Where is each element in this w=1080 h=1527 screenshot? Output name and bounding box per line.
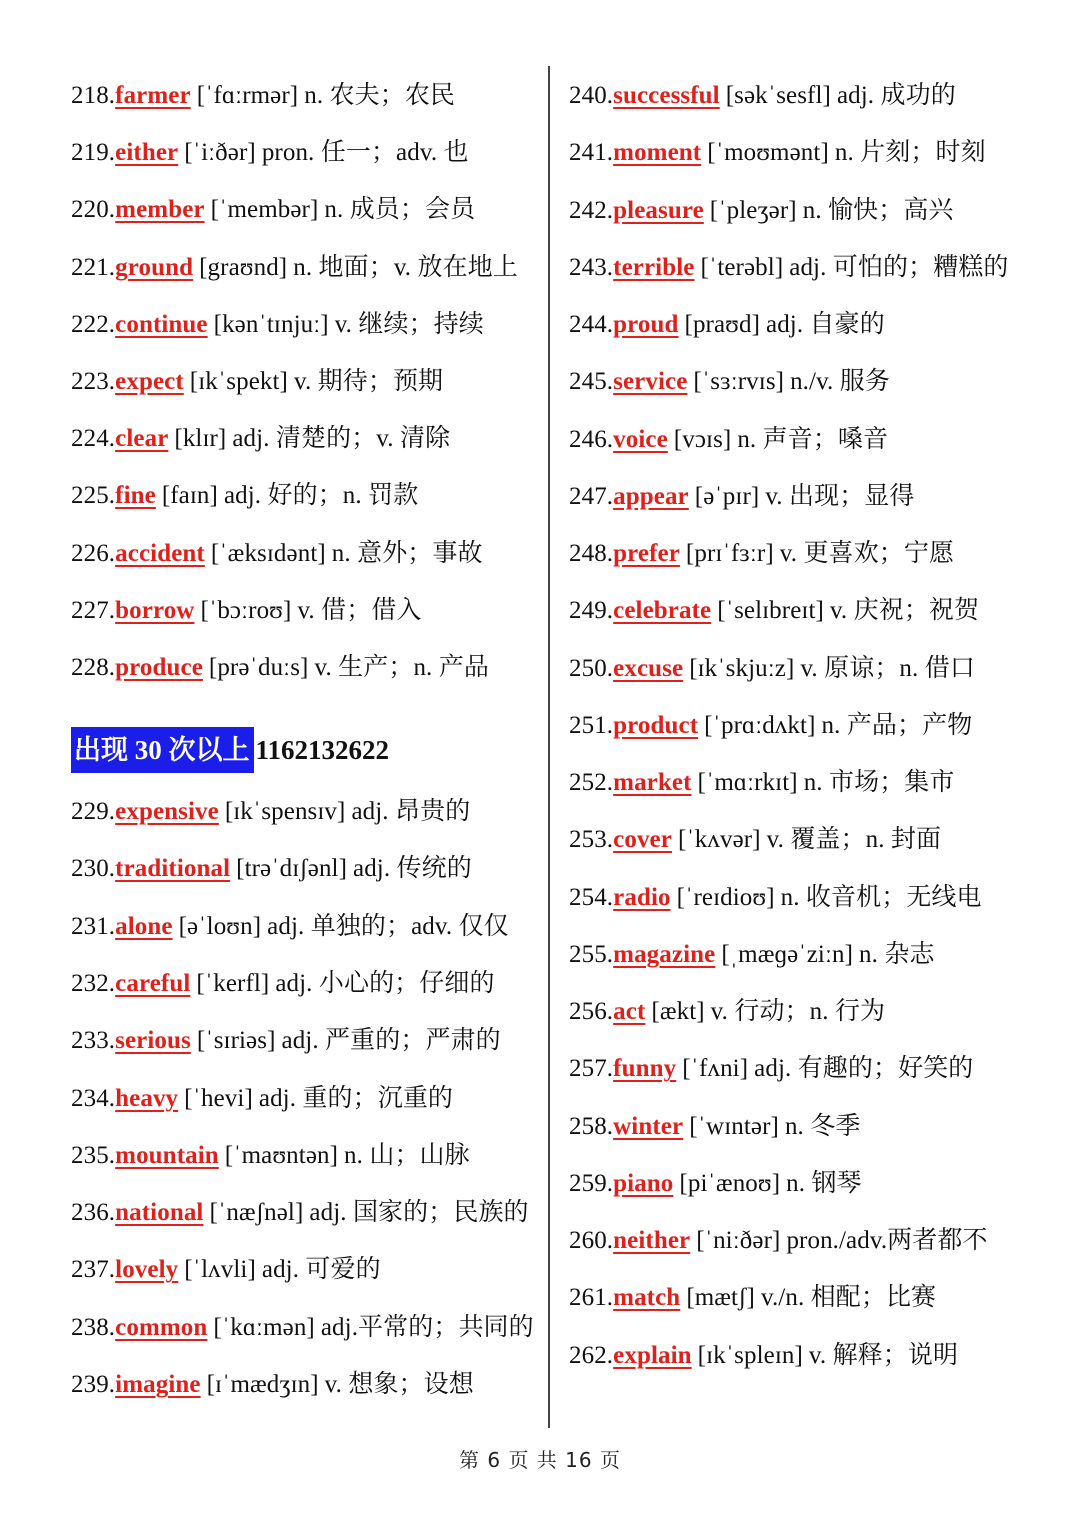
- entry-word: neither: [613, 1227, 691, 1254]
- entry-word: celebrate: [613, 597, 712, 625]
- entry-phonetic: [ˈniːðər]: [696, 1227, 781, 1254]
- entry-phonetic: [ˈwɪntər]: [689, 1112, 779, 1140]
- vocab-entry: [71, 137, 469, 169]
- entry-phonetic: [ɪˈmædʒɪn]: [206, 1371, 319, 1398]
- vocab-entry: [71, 309, 484, 341]
- entry-definition: n. 地面；v. 放在地上: [293, 253, 518, 281]
- entry-number: 250.: [569, 654, 614, 682]
- entry-word: market: [613, 769, 692, 796]
- entry-definition: v. 借；借入: [297, 596, 422, 624]
- entry-phonetic: [ˈfɑːrmər]: [196, 82, 299, 109]
- entry-phonetic: [ˈnæʃnəl]: [209, 1199, 304, 1227]
- vocab-entry: [569, 824, 941, 856]
- entry-number: 254.: [569, 883, 614, 911]
- entry-definition: v./n. 相配；比赛: [760, 1284, 937, 1312]
- entry-word: moment: [613, 139, 702, 167]
- entry-phonetic: [ˈmoʊmənt]: [707, 139, 829, 167]
- entry-definition: adj. 重的；沉重的: [258, 1084, 454, 1112]
- vocab-entry: [569, 252, 1009, 284]
- entry-word: either: [115, 139, 179, 167]
- entry-definition: adj. 可爱的: [261, 1256, 381, 1284]
- entry-phonetic: [vɔɪs]: [673, 425, 732, 453]
- entry-phonetic: [prəˈduːs]: [208, 654, 309, 681]
- entry-number: 227.: [71, 596, 116, 624]
- entry-number: 261.: [569, 1284, 614, 1312]
- vocab-entry: [569, 1111, 860, 1143]
- vocab-entry: [71, 1025, 501, 1057]
- entry-phonetic: [ˈhevi]: [184, 1084, 253, 1112]
- entry-definition: v. 期待；预期: [293, 368, 444, 395]
- entry-phonetic: [mætʃ]: [686, 1284, 755, 1312]
- vocab-entry: [71, 194, 475, 226]
- entry-number: 223.: [71, 368, 116, 395]
- entry-word: explain: [613, 1341, 692, 1369]
- entry-phonetic: [ˈfʌni]: [682, 1055, 749, 1083]
- entry-number: 220.: [71, 196, 116, 224]
- entry-number: 262.: [569, 1341, 614, 1369]
- page-footer: 第 6 页 共 16 页: [459, 1448, 621, 1472]
- vocab-entry: [569, 1225, 988, 1257]
- entry-number: 247.: [569, 482, 614, 510]
- section-code: 1162132622: [255, 735, 390, 765]
- entry-word: service: [613, 368, 688, 396]
- entry-definition: adj. 成功的: [836, 82, 956, 109]
- entry-word: piano: [613, 1169, 674, 1197]
- entry-number: 244.: [569, 311, 614, 338]
- entry-phonetic: [ˈterəbl]: [700, 253, 784, 281]
- entry-phonetic: [ˈsɪriəs]: [196, 1027, 276, 1055]
- entry-word: successful: [613, 82, 720, 109]
- entry-definition: n. 钢琴: [786, 1169, 862, 1197]
- entry-word: common: [115, 1313, 208, 1341]
- entry-word: magazine: [613, 940, 716, 968]
- vocab-entry: [569, 1168, 862, 1200]
- vocab-entry: [71, 1254, 381, 1286]
- entry-word: national: [115, 1199, 204, 1227]
- entry-word: imagine: [115, 1371, 201, 1398]
- vocab-entry: [569, 710, 972, 742]
- entry-definition: v. 原谅；n. 借口: [800, 654, 975, 682]
- entry-phonetic: [ˈmɑːrkɪt]: [697, 769, 798, 796]
- entry-word: expect: [115, 368, 184, 395]
- section-header: [71, 727, 389, 773]
- entry-word: produce: [115, 654, 203, 681]
- vocab-entry: [71, 911, 509, 943]
- entry-phonetic: [ˈbɔːroʊ]: [200, 596, 292, 624]
- entry-number: 259.: [569, 1169, 614, 1197]
- entry-word: winter: [613, 1112, 684, 1140]
- entry-phonetic: [ˈsɜːrvɪs]: [693, 368, 785, 396]
- vocab-entry: [569, 1340, 958, 1372]
- entry-word: alone: [115, 912, 173, 940]
- entry-definition: adj. 严重的；严肃的: [281, 1027, 501, 1055]
- entry-phonetic: [ˈselɪbreɪt]: [717, 597, 824, 625]
- vocab-entry: [569, 1053, 973, 1085]
- entry-definition: v. 生产；n. 产品: [314, 654, 489, 681]
- vocab-entry: [569, 366, 890, 398]
- entry-phonetic: [ɪkˈspekt]: [189, 368, 288, 395]
- entry-number: 226.: [71, 539, 116, 567]
- entry-definition: adj.平常的；共同的: [320, 1313, 534, 1341]
- entry-word: pleasure: [613, 196, 704, 224]
- entry-definition: pron. 任一；adv. 也: [261, 139, 469, 167]
- entry-number: 229.: [71, 798, 116, 825]
- entry-word: serious: [115, 1027, 191, 1055]
- vocab-entry: [569, 481, 915, 513]
- entry-definition: v. 覆盖；n. 封面: [766, 826, 942, 854]
- entry-definition: adj. 有趣的；好笑的: [754, 1055, 974, 1083]
- entry-definition: n. 声音；嗓音: [737, 425, 889, 453]
- entry-number: 236.: [71, 1199, 116, 1227]
- entry-definition: n. 市场；集市: [803, 769, 955, 796]
- entry-phonetic: [klɪr]: [174, 425, 227, 453]
- entry-word: proud: [613, 311, 679, 338]
- column-divider: [548, 66, 550, 1428]
- entry-word: voice: [613, 425, 668, 453]
- entry-word: appear: [613, 482, 689, 510]
- entry-definition: adj. 传统的: [353, 855, 472, 883]
- entry-definition: v. 出现；显得: [765, 482, 915, 510]
- entry-word: cover: [613, 826, 672, 854]
- entry-word: accident: [115, 539, 205, 567]
- entry-number: 246.: [569, 425, 614, 453]
- entry-word: radio: [613, 883, 671, 911]
- entry-definition: n. 产品；产物: [821, 711, 973, 739]
- entry-definition: n. 收音机；无线电: [780, 883, 982, 911]
- vocab-entry: [71, 652, 489, 684]
- entry-number: 221.: [71, 253, 116, 281]
- entry-phonetic: [səkˈsesfl]: [725, 82, 831, 109]
- entry-word: terrible: [613, 253, 695, 281]
- entry-phonetic: [ˈkʌvər]: [677, 826, 761, 854]
- entry-word: heavy: [115, 1084, 179, 1112]
- entry-number: 219.: [71, 139, 116, 167]
- entry-definition: n. 农夫；农民: [304, 82, 456, 109]
- entry-definition: n. 愉快；高兴: [802, 196, 954, 224]
- entry-definition: n. 冬季: [784, 1112, 861, 1140]
- entry-number: 255.: [569, 940, 614, 968]
- vocab-entry: [569, 767, 955, 799]
- entry-phonetic: [kənˈtɪnjuː]: [213, 310, 329, 338]
- vocab-entry: [569, 309, 885, 341]
- entry-number: 224.: [71, 425, 116, 453]
- entry-definition: v. 庆祝；祝贺: [829, 597, 980, 625]
- entry-number: 232.: [71, 969, 116, 997]
- entry-definition: n. 意外；事故: [331, 539, 483, 567]
- entry-word: fine: [115, 482, 156, 510]
- entry-definition: v. 行动；n. 行为: [710, 998, 886, 1025]
- entry-phonetic: [ˈiːðər]: [184, 139, 256, 167]
- entry-word: continue: [115, 310, 208, 338]
- entry-definition: adj. 自豪的: [766, 311, 885, 338]
- entry-phonetic: [ˈmembər]: [210, 196, 319, 224]
- vocab-entry: [569, 595, 979, 627]
- vocab-entry: [569, 653, 975, 685]
- entry-phonetic: [ˈæksɪdənt]: [210, 539, 326, 567]
- entry-word: borrow: [115, 596, 195, 624]
- vocab-entry: [71, 1083, 453, 1115]
- vocab-entry: [569, 996, 885, 1028]
- entry-phonetic: [əˈpɪr]: [694, 482, 760, 510]
- entry-phonetic: [ˈlʌvli]: [184, 1256, 256, 1284]
- vocab-entry: [71, 1140, 470, 1172]
- entry-phonetic: [graʊnd]: [199, 253, 288, 281]
- entry-number: 248.: [569, 540, 614, 567]
- entry-definition: n. 山；山脉: [344, 1141, 470, 1169]
- entry-phonetic: [əˈloʊn]: [178, 912, 262, 940]
- vocab-entry: [71, 1369, 474, 1401]
- vocab-entry: [569, 939, 935, 971]
- vocab-entry: [569, 424, 888, 456]
- entry-word: act: [613, 998, 646, 1025]
- entry-number: 234.: [71, 1084, 116, 1112]
- vocab-entry: [71, 80, 455, 112]
- entry-definition: v. 更喜欢；宁愿: [779, 540, 955, 567]
- entry-definition: n. 片刻；时刻: [834, 139, 986, 167]
- entry-number: 252.: [569, 769, 614, 796]
- vocab-entry: [71, 853, 472, 885]
- entry-number: 233.: [71, 1027, 116, 1055]
- entry-word: member: [115, 196, 205, 224]
- entry-number: 260.: [569, 1227, 614, 1254]
- section-label: 出现 30 次以上: [71, 727, 254, 773]
- entry-number: 256.: [569, 998, 614, 1025]
- vocab-entry: [71, 1197, 529, 1229]
- entry-definition: adj. 单独的；adv. 仅仅: [267, 912, 509, 940]
- entry-phonetic: [ˈmaʊntən]: [224, 1141, 339, 1169]
- entry-phonetic: [praʊd]: [684, 311, 761, 338]
- entry-phonetic: [ɪkˈspleɪn]: [697, 1341, 803, 1369]
- vocab-entry: [71, 1312, 534, 1344]
- entry-number: 245.: [569, 368, 614, 396]
- entry-definition: adj. 小心的；仔细的: [275, 969, 495, 997]
- entry-phonetic: [ˈkɑːmən]: [213, 1313, 315, 1341]
- entry-definition: adj. 好的；n. 罚款: [223, 482, 419, 510]
- entry-number: 225.: [71, 482, 116, 510]
- entry-word: expensive: [115, 798, 219, 825]
- entry-word: lovely: [115, 1256, 179, 1284]
- entry-phonetic: [ˈkerfl]: [196, 969, 270, 997]
- entry-definition: n. 杂志: [859, 940, 935, 968]
- entry-phonetic: [piˈænoʊ]: [679, 1169, 781, 1197]
- vocab-entry: [569, 538, 954, 570]
- entry-number: 241.: [569, 139, 614, 167]
- entry-word: careful: [115, 969, 191, 997]
- entry-word: funny: [613, 1055, 677, 1083]
- entry-number: 258.: [569, 1112, 614, 1140]
- entry-word: ground: [115, 253, 194, 281]
- vocab-entry: [569, 195, 954, 227]
- vocab-entry: [71, 968, 495, 1000]
- vocab-entry: [71, 480, 418, 512]
- entry-word: excuse: [613, 654, 684, 682]
- vocab-entry: [569, 882, 982, 914]
- entry-definition: v. 继续；持续: [334, 310, 484, 338]
- entry-number: 237.: [71, 1256, 116, 1284]
- entry-number: 239.: [71, 1371, 116, 1398]
- entry-word: mountain: [115, 1141, 219, 1169]
- entry-number: 238.: [71, 1313, 116, 1341]
- entry-definition: adj. 国家的；民族的: [309, 1199, 529, 1227]
- entry-phonetic: [faɪn]: [161, 482, 218, 510]
- entry-phonetic: [ˈpleʒər]: [709, 196, 797, 224]
- entry-number: 218.: [71, 82, 116, 109]
- entry-number: 253.: [569, 826, 614, 854]
- entry-phonetic: [ɪkˈskjuːz]: [689, 654, 795, 682]
- entry-number: 251.: [569, 711, 614, 739]
- entry-word: match: [613, 1284, 681, 1312]
- entry-number: 222.: [71, 310, 116, 338]
- vocab-entry: [71, 595, 422, 627]
- entry-number: 243.: [569, 253, 614, 281]
- vocab-entry: [569, 137, 986, 169]
- vocab-entry: [71, 796, 470, 828]
- entry-phonetic: [ˈreɪdioʊ]: [676, 883, 775, 911]
- vocab-entry: [569, 1282, 936, 1314]
- entry-phonetic: [ɪkˈspensɪv]: [224, 798, 346, 825]
- entry-number: 230.: [71, 855, 116, 883]
- entry-definition: adj. 清楚的；v. 清除: [232, 425, 451, 453]
- entry-phonetic: [ˈprɑːdʌkt]: [704, 711, 816, 739]
- entry-phonetic: [trəˈdɪʃənl]: [236, 855, 348, 883]
- vocab-entry: [71, 423, 450, 455]
- entry-word: prefer: [613, 540, 680, 567]
- entry-definition: v. 想象；设想: [324, 1371, 474, 1398]
- entry-phonetic: [prɪˈfɜːr]: [685, 540, 774, 567]
- entry-number: 257.: [569, 1055, 614, 1083]
- entry-number: 249.: [569, 597, 614, 625]
- entry-number: 231.: [71, 912, 116, 940]
- vocab-entry: [71, 252, 518, 284]
- entry-definition: pron./adv.两者都不: [786, 1227, 988, 1254]
- entry-number: 242.: [569, 196, 614, 224]
- vocab-entry: [71, 366, 443, 398]
- entry-number: 235.: [71, 1141, 116, 1169]
- entry-phonetic: [ækt]: [651, 998, 705, 1025]
- entry-word: farmer: [115, 82, 191, 109]
- entry-word: clear: [115, 425, 169, 453]
- entry-definition: adj. 昂贵的: [351, 798, 471, 825]
- entry-definition: n. 成员；会员: [324, 196, 476, 224]
- entry-definition: adj. 可怕的；糟糕的: [789, 253, 1009, 281]
- entry-phonetic: [ˌmæɡəˈziːn]: [721, 940, 854, 968]
- entry-definition: v. 解释；说明: [808, 1341, 959, 1369]
- entry-definition: n./v. 服务: [790, 368, 890, 396]
- entry-word: product: [613, 711, 699, 739]
- vocab-entry: [569, 80, 956, 112]
- entry-number: 228.: [71, 654, 116, 681]
- vocab-entry: [71, 538, 483, 570]
- entry-word: traditional: [115, 855, 231, 883]
- entry-number: 240.: [569, 82, 614, 109]
